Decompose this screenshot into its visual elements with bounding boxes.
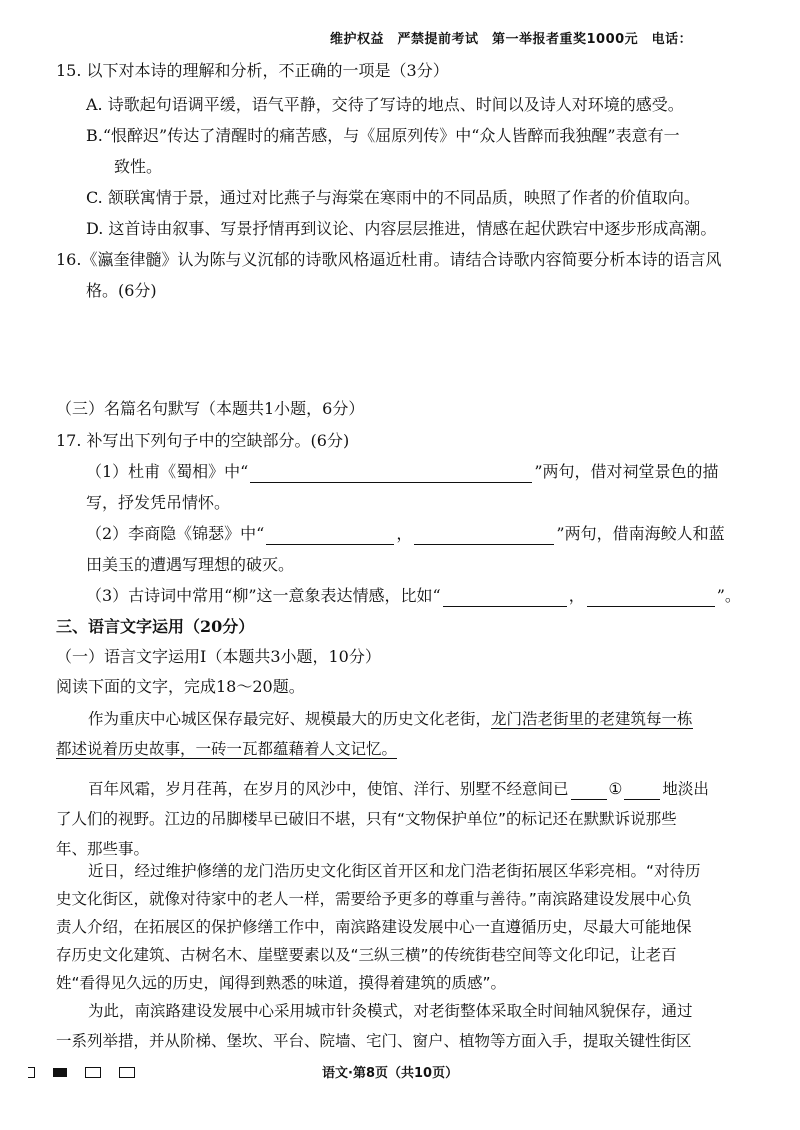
q17-2-mid: ， — [396, 524, 413, 543]
blank-marker: ① — [608, 780, 623, 798]
passage-p3-line5: 姓“看得见久远的历史，闻得到熟悉的味道，摸得着建筑的质感”。 — [56, 974, 507, 992]
passage-p3-line1: 近日，经过维护修缮的龙门浩历史文化街区首开区和龙门浩老街拓展区华彩亮相。“对待历 — [88, 862, 701, 880]
q17-item-3 — [86, 585, 741, 607]
q17-1-post: ”两句，借对祠堂景色的描 — [534, 462, 719, 481]
q15-stem: 15. 以下对本诗的理解和分析，不正确的一项是（3分） — [56, 61, 449, 80]
answer-blank[interactable] — [266, 528, 394, 545]
scan-marks — [28, 1064, 153, 1080]
q17-2-post: ”两句，借南海鲛人和蓝 — [556, 524, 725, 543]
passage-p3-line3: 责人介绍，在拓展区的保护修缮工作中，南滨路建设发展中心一直遵循历史，尽最大可能地保 — [56, 918, 692, 936]
q17-1-pre: （1）杜甫《蜀相》中“ — [86, 462, 249, 481]
p2-text-tail: 地淡出 — [662, 780, 709, 798]
blank-1 — [571, 783, 607, 800]
underlined-sentence: 都述说着历史故事，一砖一瓦都蕴藉着人文记忆。 — [56, 740, 398, 758]
filled-box-icon — [53, 1068, 67, 1077]
passage-p2-line2: 了人们的视野。江边的吊脚楼早已破旧不堪，只有“文物保护单位”的标记还在默默诉说那些 — [56, 810, 677, 828]
blank-1-tail — [624, 783, 660, 800]
q17-stem: 17. 补写出下列句子中的空缺部分。(6分) — [56, 431, 350, 450]
q17-3-post: ”。 — [716, 586, 741, 605]
q15-option-a: A. 诗歌起句语调平缓，语气平静，交待了写诗的地点、时间以及诗人对环境的感受。 — [86, 95, 684, 114]
passage-p4-line2: 一系列举措，并从阶梯、堡坎、平台、院墙、宅门、窗户、植物等方面入手，提取关键性街区 — [56, 1032, 692, 1050]
q17-item-1 — [86, 461, 719, 483]
part-title: 三、语言文字运用（20分） — [56, 617, 255, 636]
reading-instruction: 阅读下面的文字，完成18～20题。 — [56, 677, 305, 696]
q17-3-mid: ， — [568, 586, 585, 605]
answer-blank[interactable] — [250, 466, 532, 483]
q16-stem: 16.《瀛奎律髓》认为陈与义沉郁的诗歌风格逼近杜甫。请结合诗歌内容简要分析本诗的语言风 — [56, 250, 722, 269]
passage-p4-line1: 为此，南滨路建设发展中心采用城市针灸模式，对老街整体采取全时间轴风貌保存，通过 — [88, 1002, 693, 1020]
q15-option-b-cont: 致性。 — [114, 157, 163, 176]
exam-header: 维护权益 严禁提前考试 第一举报者重奖1000元 电话： — [330, 32, 693, 47]
subsection-title: （一）语言文字运用Ⅰ（本题共3小题，10分） — [56, 647, 381, 666]
q17-item-2-cont: 田美玉的遭遇写理想的破灭。 — [86, 555, 295, 574]
q17-3-pre: （3）古诗词中常用“柳”这一意象表达情感，比如“ — [86, 586, 441, 605]
underlined-sentence: 龙门浩老街里的老建筑每一栋 — [491, 710, 693, 728]
p1-text: 作为重庆中心城区保存最完好、规模最大的历史文化老街， — [88, 710, 492, 728]
passage-p3-line4: 存历史文化建筑、古树名木、崖壁要素以及“三纵三横”的传统街巷空间等文化印记，让老百 — [56, 946, 677, 964]
q15-option-c: C. 颔联寓情于景，通过对比燕子与海棠在寒雨中的不同品质，映照了作者的价值取向。 — [86, 188, 700, 207]
q17-item-1-cont: 写，抒发凭吊情怀。 — [86, 493, 231, 512]
q16-stem-cont: 格。(6分) — [86, 281, 157, 300]
q17-item-2 — [86, 523, 725, 545]
answer-blank[interactable] — [414, 528, 554, 545]
empty-box-icon — [85, 1067, 101, 1078]
passage-p1-line1 — [88, 708, 693, 730]
passage-p2-line3: 年、那些事。 — [56, 840, 150, 858]
page-footer: 语文·第8页（共10页） — [322, 1066, 459, 1081]
q15-option-b: B.“恨醉迟”传达了清醒时的痛苦感，与《屈原列传》中“众人皆醉而我独醒”表意有一 — [86, 126, 680, 145]
p2-text: 百年风霜，岁月荏苒，在岁月的风沙中，使馆、洋行、别墅不经意间已 — [88, 780, 569, 798]
passage-p1-line2 — [56, 738, 397, 760]
section-title: （三）名篇名句默写（本题共1小题，6分） — [56, 399, 365, 418]
passage-p3-line2: 史文化街区，就像对待家中的老人一样，需要给予更多的尊重与善待。”南滨路建设发展中心负 — [56, 890, 692, 908]
q15-option-d: D. 这首诗由叙事、写景抒情再到议论、内容层层推进，情感在起伏跌宕中逐步形成高潮。 — [86, 219, 717, 238]
answer-blank[interactable] — [587, 590, 715, 607]
passage-p2-line1 — [88, 778, 709, 800]
answer-blank[interactable] — [443, 590, 567, 607]
corner-mark-icon — [28, 1067, 35, 1078]
empty-box-icon — [119, 1067, 135, 1078]
q17-2-pre: （2）李商隐《锦瑟》中“ — [86, 524, 265, 543]
